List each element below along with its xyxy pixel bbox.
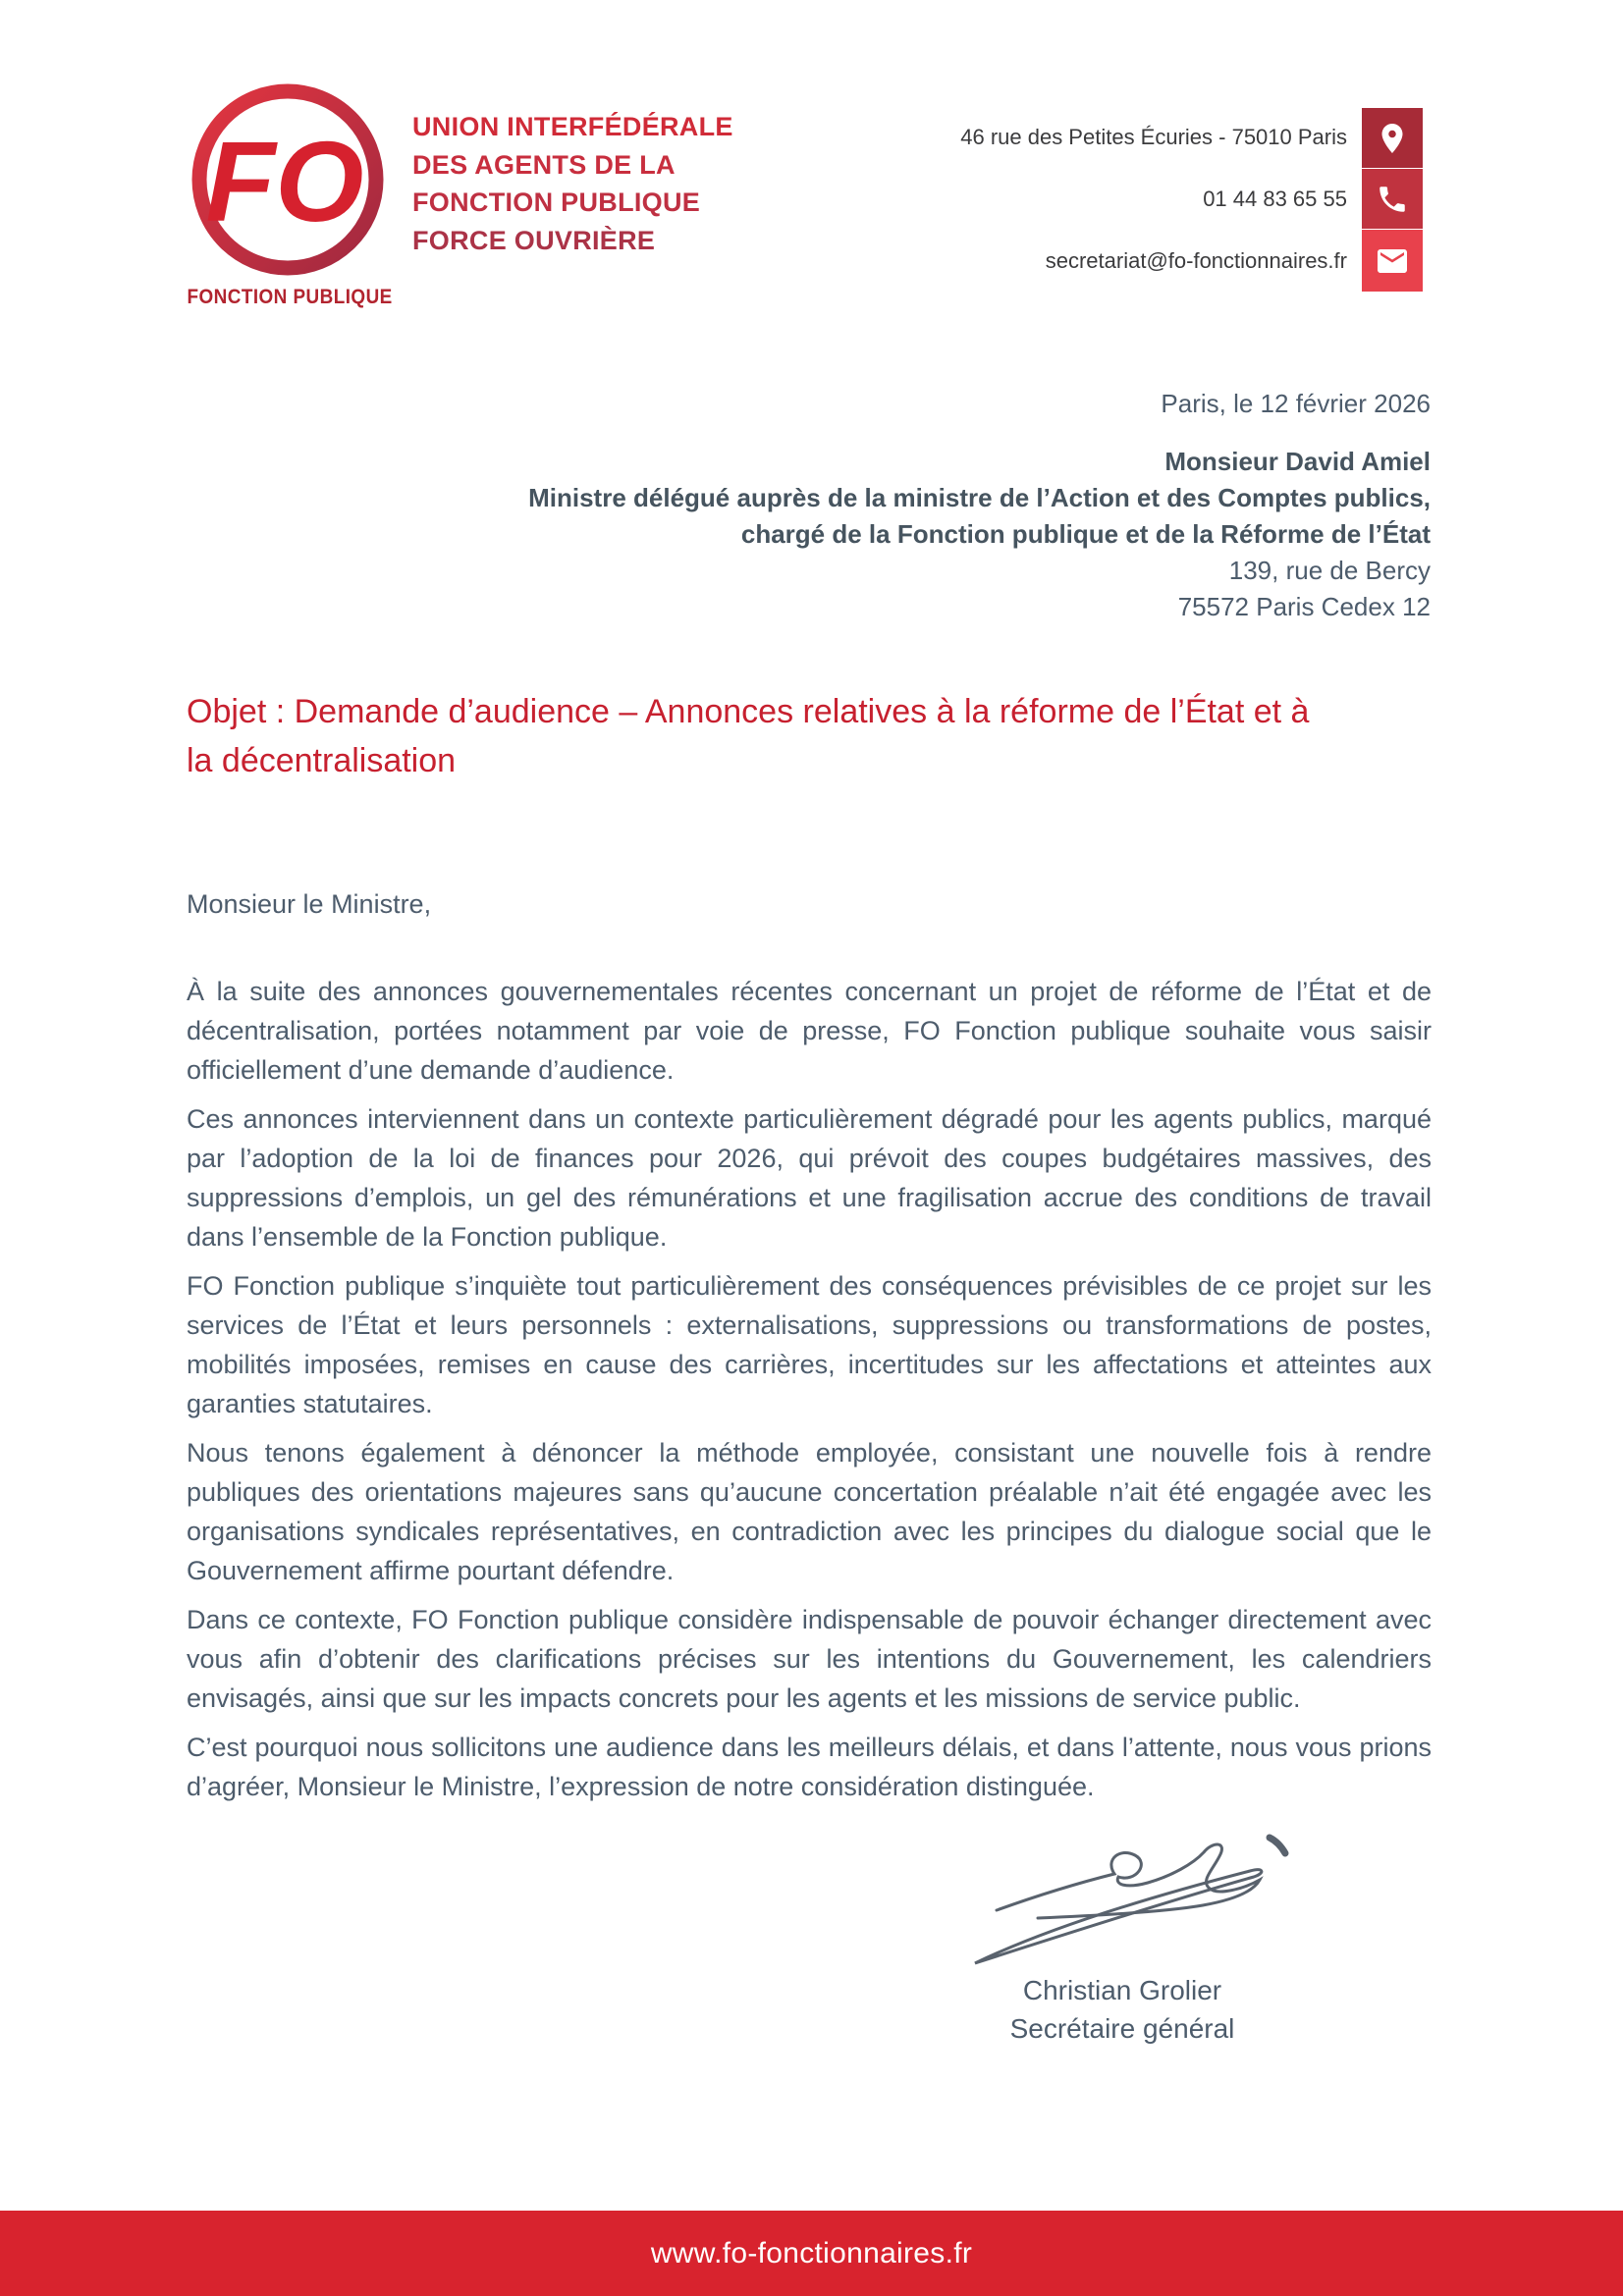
recipient-address-line: 139, rue de Bercy bbox=[1228, 556, 1431, 585]
contact-email: secretariat@fo-fonctionnaires.fr bbox=[1045, 248, 1347, 273]
footer-website-url: www.fo-fonctionnaires.fr bbox=[650, 2236, 973, 2269]
paragraph: Nous tenons également à dénoncer la méthode employée, consistant une nouvelle fois à rendre publiques des orientations majeures sans qu’aucune concertation préalable n’ait été engagée avec les organisations syndicales représentatives, en contradiction avec les principes du dialogue social que le Gouvernement affirme pourtant défendre. bbox=[187, 1438, 1432, 1585]
footer-band bbox=[0, 2211, 1623, 2296]
handwritten-signature bbox=[967, 1828, 1296, 1985]
salutation: Monsieur le Ministre, bbox=[187, 889, 432, 919]
org-name bbox=[412, 108, 733, 259]
subject-line-1: Objet : Demande d’audience – Annonces relatives à la réforme de l’État et à bbox=[187, 693, 1310, 730]
paragraph: FO Fonction publique s’inquiète tout particulièrement des conséquences prévisibles de ce projet sur les services de l’État et leurs personnels : externalisations, suppressions ou transformations de postes, mobilités imposées, remises en cause des carrières, incertitudes sur les affectations et atteintes aux garanties statutaires. bbox=[187, 1271, 1432, 1418]
envelope-icon bbox=[1362, 230, 1423, 292]
signatory-role: Secrétaire général bbox=[1009, 2013, 1235, 2044]
recipient-block bbox=[528, 444, 1431, 625]
paragraph: Dans ce contexte, FO Fonction publique considère indispensable de pouvoir échanger directement avec vous afin d’obtenir des clarifications précises sur les intentions du Gouvernement, les calendriers envisagés, ainsi que sur les impacts concrets pour les agents et les missions de service public. bbox=[187, 1605, 1432, 1713]
signatory-block bbox=[975, 1971, 1270, 2048]
org-name-line: FONCTION PUBLIQUE bbox=[412, 187, 701, 217]
recipient-title-line: Ministre délégué auprès de la ministre de l’Action et des Comptes publics, bbox=[528, 483, 1431, 512]
recipient-name: Monsieur David Amiel bbox=[1164, 447, 1431, 476]
recipient-title-line: chargé de la Fonction publique et de la Réforme de l’État bbox=[740, 519, 1431, 549]
paragraph: C’est pourquoi nous sollicitons une audience dans les meilleurs délais, et dans l’attente, nous vous prions d’agréer, Monsieur le Ministre, l’expression de notre considération distinguée. bbox=[187, 1733, 1432, 1801]
contact-address: 46 rue des Petites Écuries - 75010 Paris bbox=[960, 125, 1347, 149]
fo-logo bbox=[189, 80, 388, 281]
location-pin-icon bbox=[1362, 108, 1423, 168]
org-name-line: UNION INTERFÉDÉRALE bbox=[412, 112, 733, 141]
paragraph: Ces annonces interviennent dans un contexte particulièrement dégradé pour les agents publics, marqué par l’adoption de la loi de finances pour 2026, qui prévoit des coupes budgétaires massives, des suppressions d’emplois, un gel des rémunérations et une fragilisation accrue des conditions de travail dans l’ensemble de la Fonction publique. bbox=[187, 1104, 1432, 1252]
org-name-line: FORCE OUVRIÈRE bbox=[412, 225, 656, 255]
paragraph: À la suite des annonces gouvernementales récentes concernant un projet de réforme de l’État et de décentralisation, portées notamment par voie de presse, FO Fonction publique souhaite vous saisir officiellement d’une demande d’audience. bbox=[187, 977, 1432, 1085]
logo-caption: FONCTION PUBLIQUE bbox=[187, 286, 393, 308]
recipient-address-line: 75572 Paris Cedex 12 bbox=[1177, 592, 1431, 621]
subject-line bbox=[187, 687, 1435, 785]
date-line: Paris, le 12 février 2026 bbox=[1161, 389, 1431, 418]
phone-icon bbox=[1362, 169, 1423, 229]
fo-logo-monogram: FO bbox=[205, 118, 364, 245]
contact-phone: 01 44 83 65 55 bbox=[1203, 187, 1347, 211]
letter-body bbox=[187, 972, 1432, 1816]
signatory-name: Christian Grolier bbox=[1022, 1975, 1222, 2005]
org-name-line: DES AGENTS DE LA bbox=[412, 149, 676, 180]
subject-line-2: la décentralisation bbox=[187, 742, 457, 779]
